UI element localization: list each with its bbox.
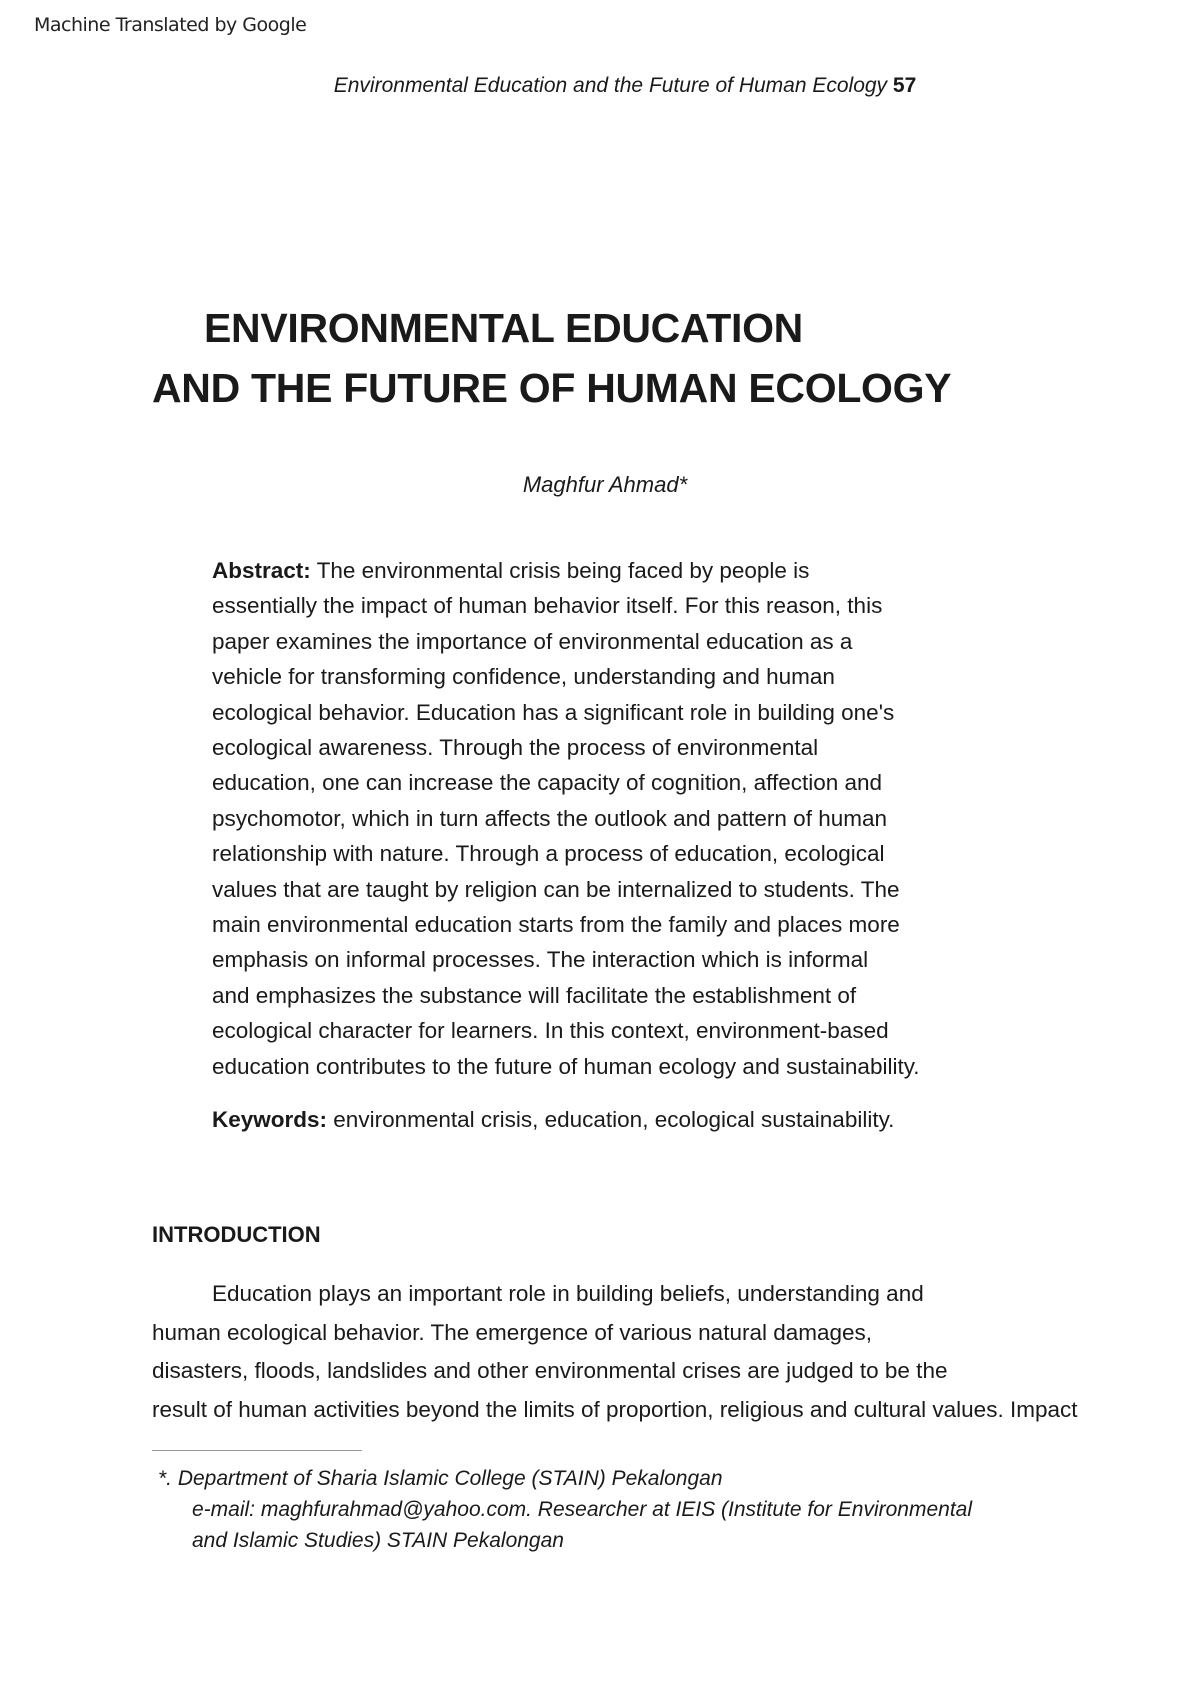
body-line: human ecological behavior. The emergence of various natural damages, (152, 1319, 873, 1345)
abstract-line: relationship with nature. Through a process of education, ecological (212, 841, 885, 867)
abstract-line: education, one can increase the capacity of cognition, affection and (212, 770, 883, 796)
running-head (0, 74, 1200, 98)
paper-title (152, 298, 951, 418)
abstract-line: education contributes to the future of human ecology and sustainability. (212, 1053, 920, 1079)
abstract-line: main environmental education starts from the family and places more (212, 912, 900, 938)
abstract-line: ecological character for learners. In this context, environment-based (212, 1018, 889, 1044)
abstract-line: vehicle for transforming confidence, understanding and human (212, 664, 835, 690)
paper-title-line-2: AND THE FUTURE OF HUMAN ECOLOGY (152, 365, 952, 411)
abstract-line: psychomotor, which in turn affects the outlook and pattern of human (212, 805, 887, 831)
abstract-line (212, 553, 1032, 588)
footnote-divider (152, 1450, 362, 1451)
body-line: disasters, floods, landslides and other environmental crises are judged to be the (152, 1358, 948, 1383)
abstract-line-text: The environmental crisis being faced by people is (316, 558, 810, 583)
abstract-line: values that are taught by religion can be internalized to students. The (212, 876, 900, 902)
translation-notice: Machine Translated by Google (34, 14, 307, 36)
running-head-title: Environmental Education and the Future of Human Ecology (333, 74, 888, 97)
introduction-body (152, 1275, 1192, 1429)
abstract-line: ecological awareness. Through the process of environmental (212, 735, 819, 761)
body-line: result of human activities beyond the limits of proportion, religious and cultural values. Impact (152, 1396, 1078, 1422)
keywords (212, 1107, 894, 1133)
abstract (212, 553, 1032, 1084)
footnote (158, 1463, 972, 1556)
footnote-line: and Islamic Studies) STAIN Pekalongan (192, 1529, 564, 1552)
keywords-label: Keywords: (212, 1107, 328, 1132)
footnote-line: e-mail: maghfurahmad@yahoo.com. Researcher at IEIS (Institute for Environmental (192, 1498, 972, 1521)
abstract-line: paper examines the importance of environmental education as a (212, 628, 853, 654)
keywords-text: environmental crisis, education, ecological sustainability. (333, 1107, 895, 1132)
abstract-line: and emphasizes the substance will facilitate the establishment of (212, 982, 857, 1008)
page-number: 57 (892, 74, 917, 97)
abstract-line: ecological behavior. Education has a significant role in building one's (212, 699, 895, 725)
abstract-label: Abstract: (212, 558, 311, 583)
footnote-line: *. Department of Sharia Islamic College (STAIN) Pekalongan (158, 1467, 723, 1490)
abstract-line: emphasis on informal processes. The interaction which is informal (212, 947, 869, 973)
body-line: Education plays an important role in building beliefs, understanding and (212, 1281, 924, 1306)
abstract-line: essentially the impact of human behavior itself. For this reason, this (212, 593, 883, 619)
section-heading-introduction: INTRODUCTION (152, 1222, 321, 1247)
paper-title-line-1: ENVIRONMENTAL EDUCATION (204, 305, 803, 351)
author-name: Maghfur Ahmad* (522, 472, 688, 497)
